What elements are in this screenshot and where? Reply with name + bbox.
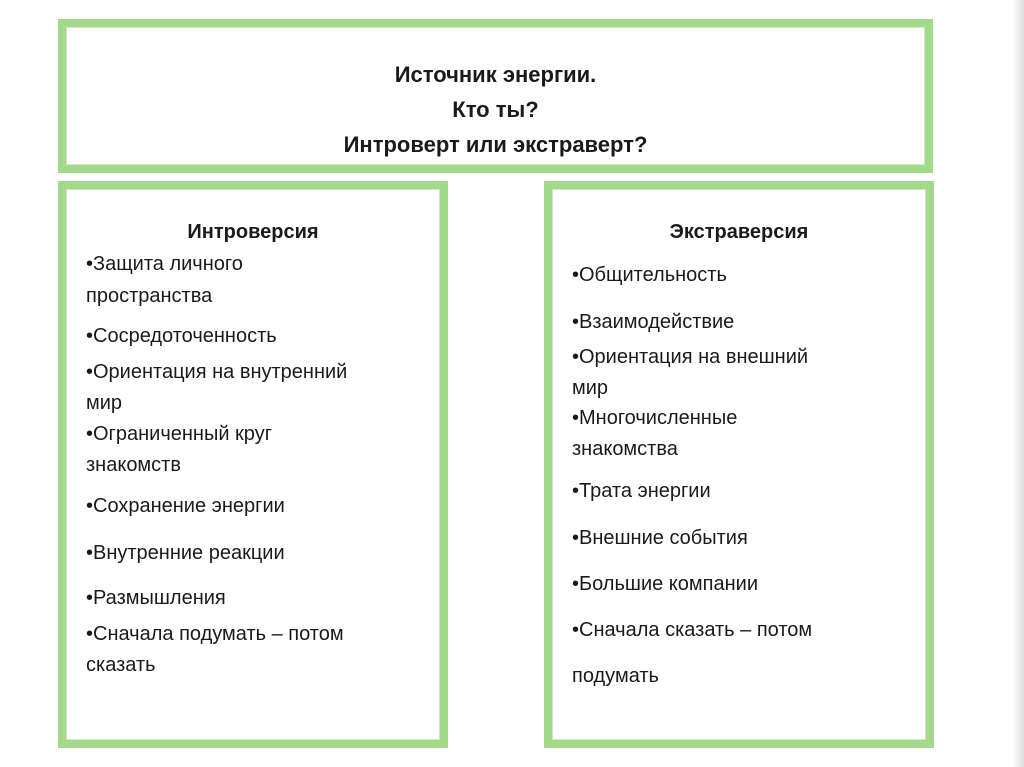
extraversion-item: подумать — [572, 665, 659, 687]
introversion-item: мир — [86, 392, 123, 414]
introversion-item: •Сначала подумать – потом — [86, 623, 344, 645]
extraversion-item: •Трата энергии — [572, 480, 711, 502]
extraversion-item: •Ориентация на внешний — [572, 346, 809, 368]
introversion-item: знакомств — [86, 454, 181, 476]
introversion-box — [58, 181, 448, 748]
extraversion-item: •Общительность — [572, 264, 727, 286]
title-box — [58, 19, 933, 173]
introversion-item: •Размышления — [86, 587, 226, 609]
introversion-item: •Ограниченный круг — [86, 423, 272, 445]
introversion-heading: Интроверсия — [187, 221, 319, 243]
introversion-item: •Ориентация на внутренний — [86, 361, 348, 383]
introversion-item: •Защита личного — [86, 253, 243, 275]
title-line-1: Источник энергии. — [394, 62, 597, 87]
extraversion-item: •Внешние события — [572, 527, 748, 549]
extraversion-item: •Взаимодействие — [572, 311, 735, 333]
introversion-item: сказать — [86, 654, 156, 676]
title-line-3: Интроверт или экстраверт? — [343, 132, 648, 157]
extraversion-item: •Большие компании — [572, 573, 758, 595]
extraversion-item: •Многочисленные — [572, 407, 738, 429]
introversion-item: •Внутренние реакции — [86, 542, 285, 564]
extraversion-item: •Сначала сказать – потом — [572, 619, 813, 641]
extraversion-item: знакомства — [572, 438, 678, 460]
title-line-2: Кто ты? — [452, 97, 539, 122]
page-title — [66, 57, 925, 162]
extraversion-item: мир — [572, 377, 609, 399]
introversion-item: пространства — [86, 285, 213, 307]
introversion-item: •Сохранение энергии — [86, 495, 285, 517]
extraversion-heading: Экстраверсия — [669, 221, 809, 243]
introversion-item: •Сосредоточенность — [86, 325, 277, 347]
slide-edge-shadow — [1012, 0, 1024, 767]
extraversion-box — [544, 181, 934, 748]
